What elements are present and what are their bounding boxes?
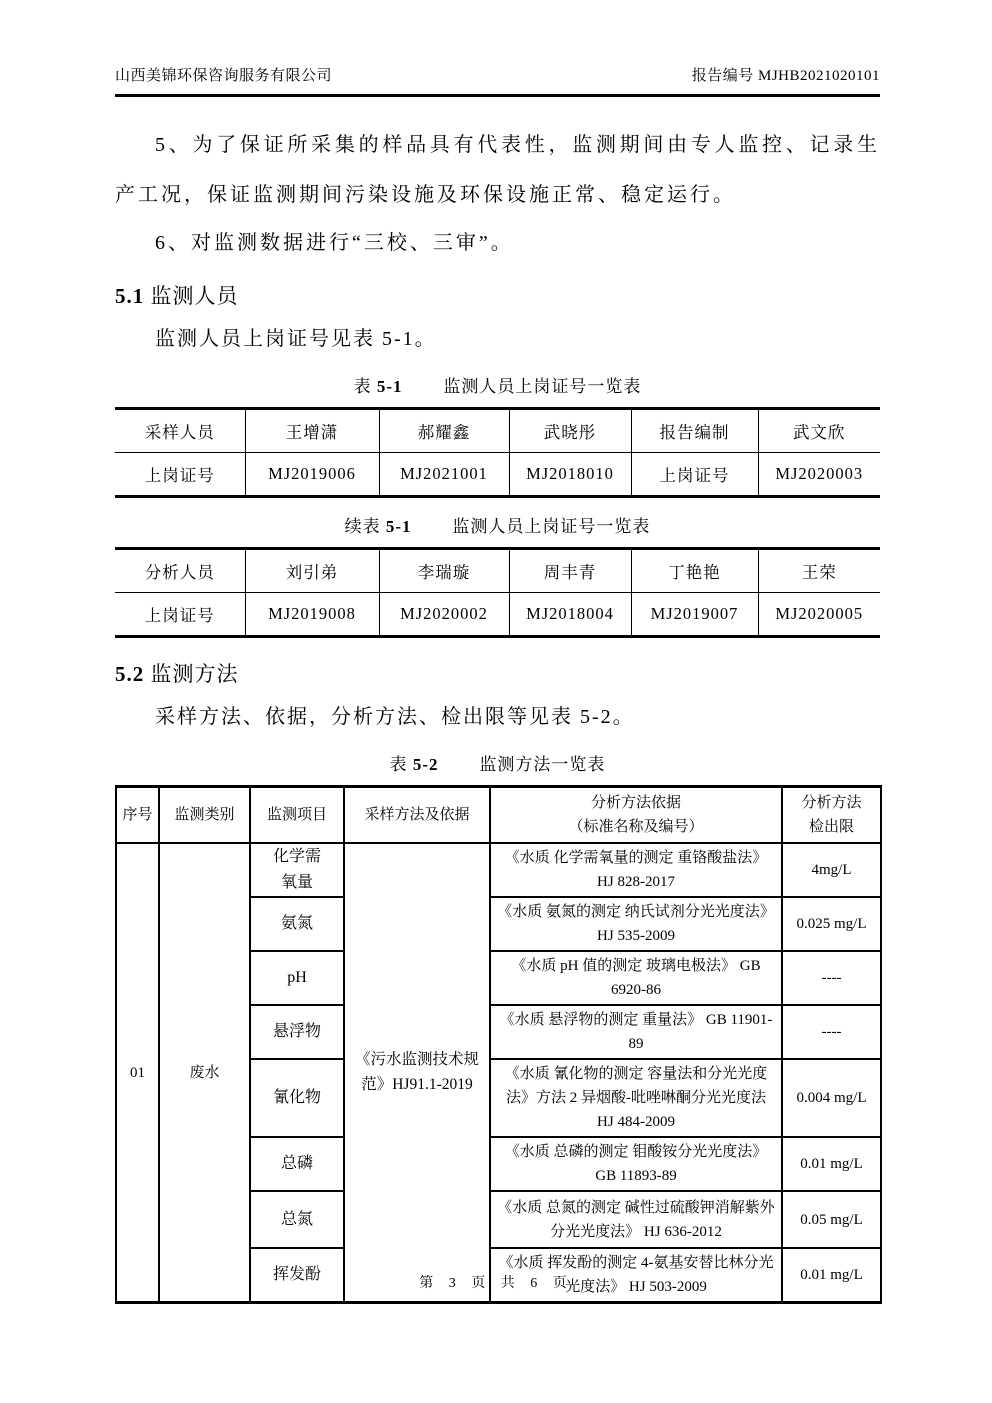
limit-cell: 0.004 mg/L (782, 1059, 881, 1137)
table-cell: MJ2020003 (758, 453, 880, 497)
item-cell: 悬浮物 (250, 1005, 344, 1059)
section-number: 5.1 (115, 284, 145, 308)
company-name: 山西美锦环保咨询服务有限公司 (115, 68, 333, 84)
table-5-1-caption (115, 374, 880, 400)
column-header: 采样方法及依据 (344, 787, 490, 844)
table-cell: 李瑞璇 (379, 549, 509, 593)
column-header: 监测项目 (250, 787, 344, 844)
table-cell: MJ2021001 (379, 453, 509, 497)
table-cell: 刘引弟 (245, 549, 379, 593)
limit-cell: 0.01 mg/L (782, 1248, 881, 1303)
column-header: 序号 (116, 787, 159, 844)
personnel-table-analysis (115, 547, 880, 638)
serial-cell: 01 (116, 843, 159, 1303)
table-cell: 武晓彤 (509, 409, 631, 453)
limit-cell: 4mg/L (782, 843, 881, 897)
column-header-line: 检出限 (808, 819, 854, 835)
paragraph-6: 6、对监测数据进行“三校、三审”。 (155, 232, 514, 254)
caption-title: 监测方法一览表 (479, 755, 606, 774)
table-cell: MJ2020002 (379, 593, 509, 637)
table-row (115, 453, 880, 497)
limit-cell: 0.05 mg/L (782, 1191, 881, 1248)
section-title: 监测人员 (150, 284, 239, 308)
limit-cell: ---- (782, 951, 881, 1005)
table-row (115, 409, 880, 453)
page-footer: 第 3 页 共 6 页 (419, 1276, 573, 1291)
table-cell: 分析人员 (115, 549, 245, 593)
table-cell: MJ2019006 (245, 453, 379, 497)
category-cell: 废水 (159, 843, 250, 1303)
table-cell: 王荣 (758, 549, 880, 593)
item-cell: 总磷 (250, 1137, 344, 1191)
section-number: 5.2 (115, 662, 145, 686)
table-5-2-caption (115, 752, 880, 778)
item-cell: 化学需氧量 (250, 843, 344, 897)
table-cell: 上岗证号 (115, 453, 245, 497)
caption-prefix: 表 (353, 377, 372, 396)
item-cell: 氨氮 (250, 897, 344, 951)
limit-cell: ---- (782, 1005, 881, 1059)
table-cell: 上岗证号 (631, 453, 758, 497)
running-header (115, 0, 880, 85)
table-cell: MJ2019007 (631, 593, 758, 637)
section-5-1-intro: 监测人员上岗证号见表 5-1。 (155, 328, 437, 350)
caption-number: 5-2 (412, 755, 439, 774)
table-cell: 丁艳艳 (631, 549, 758, 593)
item-cell: pH (250, 951, 344, 1005)
table-cell: 郝耀鑫 (379, 409, 509, 453)
column-header-line: （标准名称及编号） (568, 819, 704, 835)
limit-cell: 0.01 mg/L (782, 1137, 881, 1191)
table-cell: 周丰青 (509, 549, 631, 593)
caption-number: 5-1 (376, 377, 403, 396)
column-header-line: 分析方法依据 (590, 795, 681, 811)
method-cell: 《水质 总磷的测定 钼酸铵分光光度法》GB 11893-89 (490, 1137, 782, 1191)
table-cell: 上岗证号 (115, 593, 245, 637)
section-5-2-intro: 采样方法、依据，分析方法、检出限等见表 5-2。 (155, 706, 635, 728)
caption-number: 5-1 (385, 517, 412, 536)
table-cell: 王增潇 (245, 409, 379, 453)
table-row (116, 843, 881, 897)
method-cell: 《水质 pH 值的测定 玻璃电极法》 GB 6920-86 (490, 951, 782, 1005)
caption-prefix: 表 (389, 755, 408, 774)
monitoring-methods-table (115, 785, 882, 1304)
personnel-table-sampling (115, 407, 880, 498)
column-header (490, 787, 782, 844)
column-header: 监测类别 (159, 787, 250, 844)
caption-title: 监测人员上岗证号一览表 (443, 377, 642, 396)
item-cell: 总氮 (250, 1191, 344, 1248)
item-cell: 挥发酚 (250, 1248, 344, 1303)
table-row (115, 593, 880, 637)
method-cell: 《水质 氨氮的测定 纳氏试剂分光光度法》 HJ 535-2009 (490, 897, 782, 951)
item-cell: 氰化物 (250, 1059, 344, 1137)
caption-title: 监测人员上岗证号一览表 (452, 517, 651, 536)
sampling-method-cell: 《污水监测技术规范》HJ91.1-2019 (344, 843, 490, 1303)
table-cell: 报告编制 (631, 409, 758, 453)
section-5-1-heading (115, 276, 880, 316)
column-header (782, 787, 881, 844)
table-cell: MJ2018004 (509, 593, 631, 637)
header-divider (115, 94, 880, 97)
table-cell: MJ2020005 (758, 593, 880, 637)
table-cell: MJ2019008 (245, 593, 379, 637)
caption-prefix: 续表 (344, 517, 381, 536)
report-number: 报告编号 MJHB2021020101 (691, 68, 880, 84)
table-row (115, 549, 880, 593)
method-cell: 《水质 悬浮物的测定 重量法》 GB 11901-89 (490, 1005, 782, 1059)
section-title: 监测方法 (150, 662, 239, 686)
table-5-1-continued-caption (115, 514, 880, 540)
table-header-row (116, 787, 881, 844)
limit-cell: 0.025 mg/L (782, 897, 881, 951)
method-cell: 《水质 氰化物的测定 容量法和分光光度法》方法 2 异烟酸-吡唑啉酮分光光度法 HJ 484-2009 (490, 1059, 782, 1137)
method-cell: 《水质 总氮的测定 碱性过硫酸钾消解紫外分光光度法》 HJ 636-2012 (490, 1191, 782, 1248)
table-cell: 武文欣 (758, 409, 880, 453)
method-cell: 《水质 挥发酚的测定 4-氨基安替比林分光光度法》 HJ 503-2009 (490, 1248, 782, 1303)
column-header-line: 分析方法 (801, 795, 862, 811)
page-content (115, 0, 880, 1304)
table-cell: MJ2018010 (509, 453, 631, 497)
section-5-2-heading (115, 654, 880, 694)
paragraph-5: 5、为了保证所采集的样品具有代表性，监测期间由专人监控、记录生产工况，保证监测期间污染设施及环保设施正常、稳定运行。 (115, 134, 880, 206)
method-cell: 《水质 化学需氧量的测定 重铬酸盐法》HJ 828-2017 (490, 843, 782, 897)
table-cell: 采样人员 (115, 409, 245, 453)
